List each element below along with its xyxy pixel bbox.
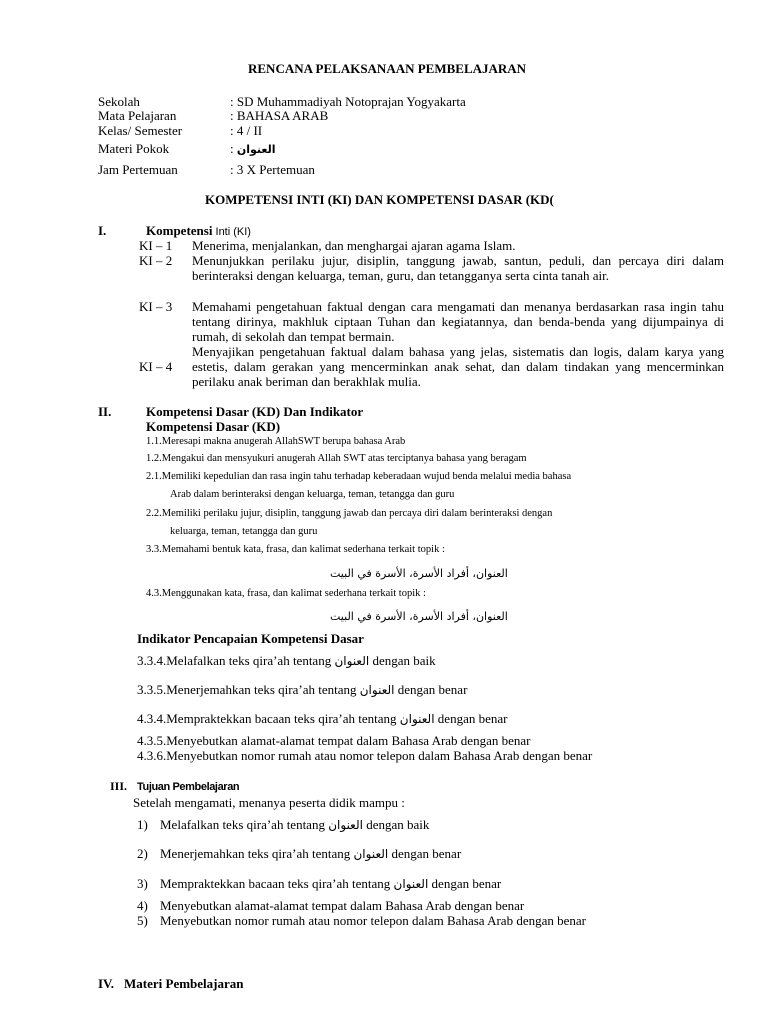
arabic-topic: العنوان، أفراد الأسرة، الأسرة في البيت — [330, 610, 508, 623]
indicator-text: dengan benar — [394, 682, 468, 697]
section-title-bold: Kompetensi — [146, 223, 213, 238]
indicator-text: dengan benar — [434, 711, 508, 726]
identity-label: Sekolah — [98, 94, 140, 109]
goal-item — [160, 817, 429, 833]
indicator-text: 3.3.4.Melafalkan teks qira’ah tentang — [137, 653, 335, 668]
indicator-item: 4.3.5.Menyebutkan alamat-alamat tempat dalam Bahasa Arab dengan benar — [137, 733, 531, 748]
goal-number: 1) — [137, 817, 148, 832]
arabic-topic: العنوان، أفراد الأسرة، الأسرة في البيت — [330, 567, 508, 580]
section-title: Tujuan Pembelajaran — [137, 781, 240, 793]
arabic-text: العنوان — [328, 818, 363, 832]
ki-code: KI – 4 — [139, 359, 173, 374]
ki-kd-heading: KOMPETENSI INTI (KI) DAN KOMPETENSI DASAR (KD( — [205, 192, 554, 207]
goal-number: 5) — [137, 913, 148, 928]
arabic-text: العنوان — [236, 143, 276, 156]
kd-item: 1.2.Mengakui dan mensyukuri anugerah Allah SWT atas terciptanya bahasa yang beragam — [146, 453, 527, 464]
arabic-text: العنوان — [353, 847, 389, 861]
goal-item — [160, 846, 461, 862]
identity-value-prefix: : — [230, 141, 237, 156]
arabic-text: العنوان — [359, 683, 395, 697]
section-number: IV. — [98, 976, 115, 991]
section-number: I. — [98, 223, 107, 238]
goal-text: Mempraktekkan bacaan teks qira’ah tentang — [160, 876, 394, 891]
goal-text: Melafalkan teks qira’ah tentang — [160, 817, 329, 832]
indicator-item — [137, 682, 467, 698]
kd-item: 2.2.Memiliki perilaku jujur, disiplin, tanggung jawab dan percaya diri dalam berinteraksi dengan — [146, 508, 553, 519]
goal-item — [160, 876, 501, 892]
kd-item-continued: keluarga, teman, tetangga dan guru — [170, 526, 318, 537]
ki-code: KI – 3 — [139, 299, 173, 314]
arabic-text: العنوان — [334, 654, 370, 668]
indicator-item: 4.3.6.Menyebutkan nomor rumah atau nomor telepon dalam Bahasa Arab dengan benar — [137, 748, 593, 763]
section-number: II. — [98, 404, 112, 419]
goal-number: 3) — [137, 876, 148, 891]
identity-label: Materi Pokok — [98, 141, 170, 156]
ki-text: Menunjukkan perilaku jujur, disiplin, tanggung jawab, santun, peduli, dan percaya diri dalam berinteraksi dengan keluarga, teman, guru, dan tetangganya serta cinta tanah air. — [192, 253, 724, 283]
indicator-text: dengan baik — [369, 653, 436, 668]
identity-label: Kelas/ Semester — [98, 123, 183, 138]
section-subtitle: Kompetensi Dasar (KD) — [146, 419, 281, 434]
ki-code: KI – 1 — [139, 238, 173, 253]
indicator-text: 3.3.5.Menerjemahkan teks qira’ah tentang — [137, 682, 360, 697]
goal-number: 2) — [137, 846, 148, 861]
indicator-text: 4.3.4.Mempraktekkan bacaan teks qira’ah tentang — [137, 711, 400, 726]
goal-text: dengan benar — [428, 876, 502, 891]
indicator-item — [137, 653, 436, 669]
section-title: Materi Pembelajaran — [124, 976, 244, 991]
ki-text: Menyajikan pengetahuan faktual dalam bahasa yang jelas, sistematis dan logis, dalam karya yang estetis, dalam gerakan yang mencerminkan anak sehat, dan dalam tindakan yang mencerminkan perilaku anak beriman dan berakhlak mulia. — [192, 344, 724, 389]
section-title: Kompetensi Dasar (KD) Dan Indikator — [146, 404, 364, 419]
section-title-rest: Inti (KI) — [212, 226, 251, 238]
goals-intro: Setelah mengamati, menanya peserta didik mampu : — [133, 795, 405, 810]
kd-item: 4.3.Menggunakan kata, frasa, dan kalimat sederhana terkait topik : — [146, 588, 426, 599]
identity-value — [230, 141, 276, 157]
goal-text: dengan baik — [362, 817, 430, 832]
kd-item: 3.3.Memahami bentuk kata, frasa, dan kalimat sederhana terkait topik : — [146, 544, 445, 555]
identity-label: Jam Pertemuan — [98, 162, 178, 177]
identity-value: : SD Muhammadiyah Notoprajan Yogyakarta — [230, 94, 466, 109]
goal-item: Menyebutkan alamat-alamat tempat dalam Bahasa Arab dengan benar — [160, 898, 525, 913]
ki-text: Memahami pengetahuan faktual dengan cara mengamati dan menanya berdasarkan rasa ingin tahu tentang dirinya, makhluk ciptaan Tuhan dan kegiatannya, dan benda-benda yang dijumpainya di rumah, di sekolah dan tempat bermain. — [192, 299, 724, 344]
kd-item: 1.1.Meresapi makna anugerah AllahSWT berupa bahasa Arab — [146, 436, 406, 447]
indicator-item — [137, 711, 507, 727]
goal-text: Menerjemahkan teks qira’ah tentang — [160, 846, 354, 861]
identity-value: : 3 X Pertemuan — [230, 162, 315, 177]
identity-value: : 4 / II — [230, 123, 263, 138]
identity-label: Mata Pelajaran — [98, 108, 177, 123]
identity-value: : BAHASA ARAB — [230, 108, 329, 123]
arabic-text: العنوان — [393, 877, 429, 891]
indicator-title: Indikator Pencapaian Kompetensi Dasar — [137, 631, 364, 646]
ki-text: Menerima, menjalankan, dan menghargai ajaran agama Islam. — [192, 238, 516, 253]
document-title: RENCANA PELAKSANAAN PEMBELAJARAN — [248, 61, 527, 76]
section-number: III. — [110, 779, 128, 793]
goal-number: 4) — [137, 898, 148, 913]
goal-text: dengan benar — [388, 846, 462, 861]
kd-item-continued: Arab dalam berinteraksi dengan keluarga, teman, tetangga dan guru — [170, 489, 455, 500]
goal-item: Menyebutkan nomor rumah atau nomor telepon dalam Bahasa Arab dengan benar — [160, 913, 586, 928]
arabic-text: العنوان — [399, 712, 435, 726]
ki-code: KI – 2 — [139, 253, 173, 268]
kd-item: 2.1.Memiliki kepedulian dan rasa ingin tahu terhadap keberadaan wujud benda melalui media bahasa — [146, 471, 572, 482]
